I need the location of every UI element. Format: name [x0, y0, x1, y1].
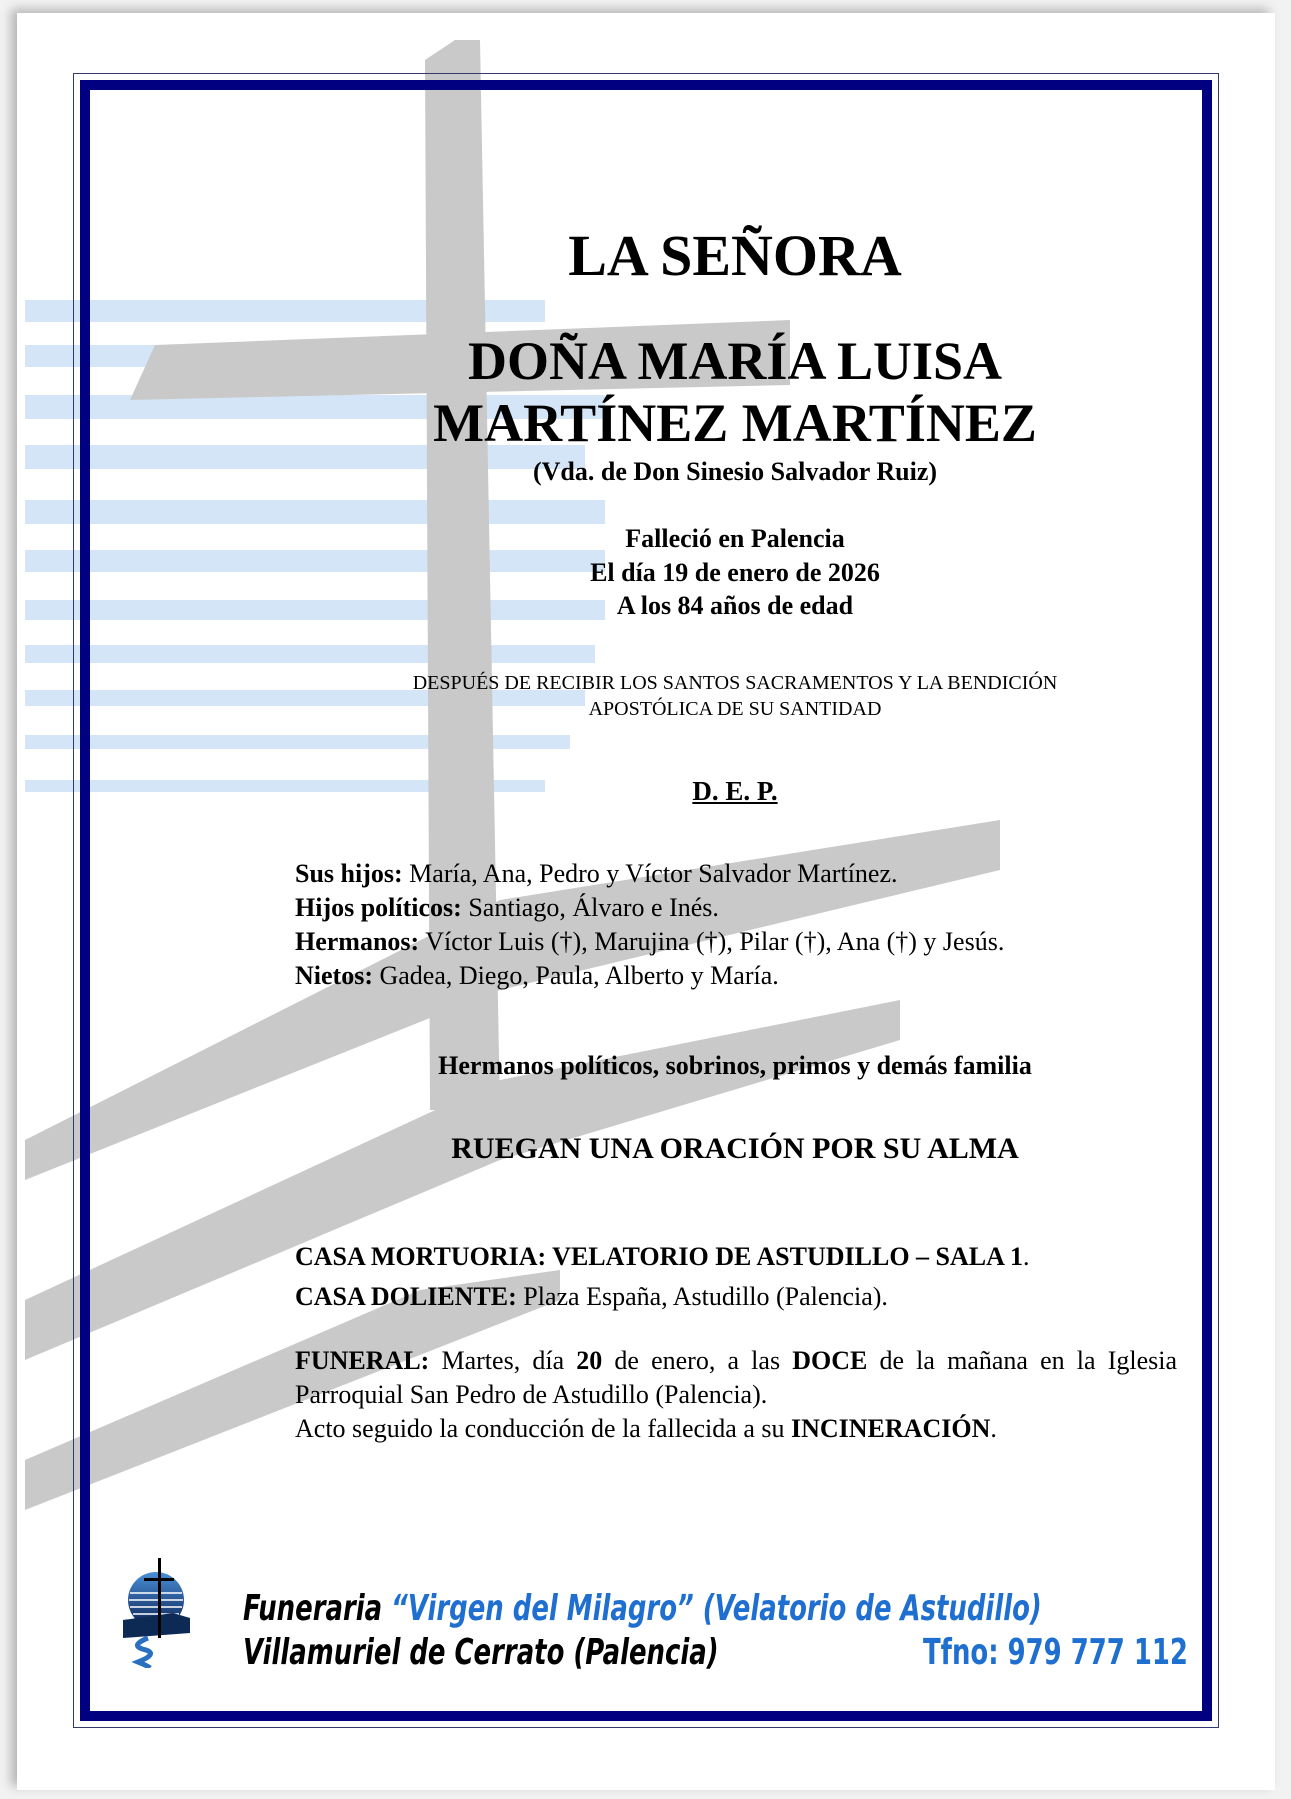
family-grandchildren: Nietos: Gadea, Diego, Paula, Alberto y María. — [295, 961, 779, 990]
sacraments-line1: DESPUÉS DE RECIBIR LOS SANTOS SACRAMENTOS Y LA BENDICIÓN — [412, 672, 1058, 694]
rip: D. E. P. — [692, 776, 778, 806]
footer-location: Villamuriel de Cerrato (Palencia) — [243, 1632, 719, 1673]
heading: LA SEÑORA — [568, 223, 902, 288]
family-list — [295, 857, 1177, 993]
sacraments-line2: APOSTÓLICA DE SU SANTIDAD — [588, 698, 882, 720]
deceased-name-line1: DOÑA MARÍA LUISA — [467, 331, 1003, 391]
funeral-info: FUNERAL: Martes, día 20 de enero, a las DOCE de la mañana en la Iglesia Parroquial San Pedro de Astudillo (Palencia). Acto seguido la conducción de la fallecida a su INCINERACIÓN. — [295, 1346, 1177, 1443]
other-family: Hermanos políticos, sobrinos, primos y demás familia — [438, 1051, 1032, 1080]
family-siblings: Hermanos: Víctor Luis (†), Marujina (†), Pilar (†), Ana (†) y Jesús. — [295, 927, 1005, 956]
age: A los 84 años de edad — [616, 591, 854, 620]
funeral-home-logo-icon — [118, 1558, 218, 1668]
prayer-request: RUEGAN UNA ORACIÓN POR SU ALMA — [451, 1132, 1019, 1165]
death-date: El día 19 de enero de 2026 — [590, 558, 880, 587]
death-place: Falleció en Palencia — [625, 524, 845, 553]
deceased-name-line2: MARTÍNEZ MARTÍNEZ — [433, 393, 1037, 453]
footer-company: Funeraria “Virgen del Milagro” (Velatorio de Astudillo) — [243, 1588, 1042, 1629]
family-in-laws: Hijos políticos: Santiago, Álvaro e Inés. — [295, 893, 719, 922]
widow-of: (Vda. de Don Sinesio Salvador Ruiz) — [532, 457, 938, 486]
family-children: Sus hijos: María, Ana, Pedro y Víctor Salvador Martínez. — [295, 859, 898, 888]
mortuary: CASA MORTUORIA: VELATORIO DE ASTUDILLO – SALA 1. — [295, 1242, 1030, 1271]
footer-phone: Tfno: 979 777 112 — [923, 1632, 1188, 1673]
mourning-house: CASA DOLIENTE: Plaza España, Astudillo (Palencia). — [295, 1282, 888, 1311]
